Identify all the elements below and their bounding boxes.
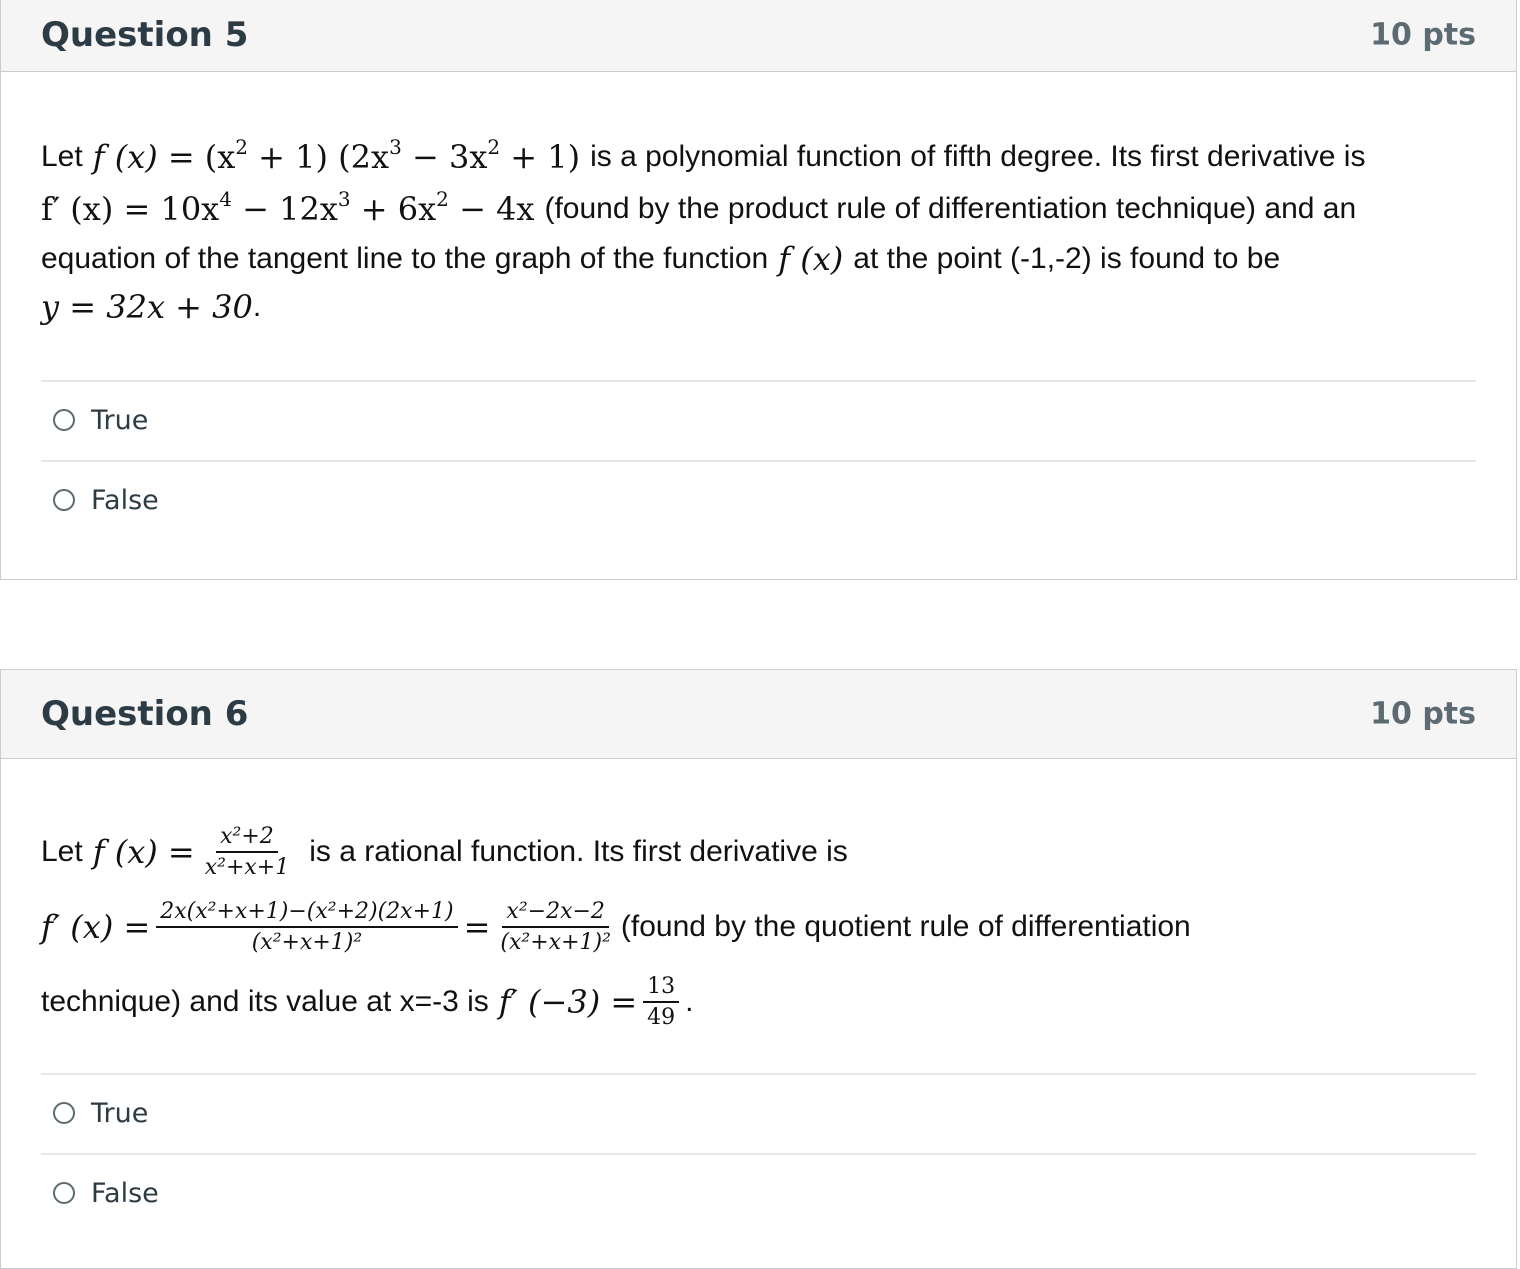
text-segment: is a rational function. Its first derivative is xyxy=(309,835,848,868)
math-f-of-x: f (x) = xyxy=(92,833,195,871)
question-line xyxy=(41,282,261,332)
radio-button[interactable] xyxy=(53,1102,75,1124)
answer-label: False xyxy=(91,484,159,516)
text-segment: at the point (-1,-2) is found to be xyxy=(853,242,1281,275)
math-f-prime: f′ (x) = xyxy=(41,908,151,946)
text-segment: is a polynomial function of fifth degree. Its first derivative is xyxy=(590,140,1366,173)
answer-option-true[interactable] xyxy=(53,400,148,440)
radio-button[interactable] xyxy=(53,489,75,511)
answer-label: False xyxy=(91,1177,159,1209)
question-line xyxy=(41,820,848,884)
radio-button[interactable] xyxy=(53,409,75,431)
answer-label: True xyxy=(91,1097,149,1129)
math-fraction-value: $\frac{13}{49}$ xyxy=(643,974,679,1031)
math-factor-1: $(x^2 + 1) (2x^3 - 3x^2 + 1)$ xyxy=(204,135,581,176)
math-equals: = xyxy=(463,908,491,946)
question-title: Question 5 xyxy=(41,15,249,55)
math-fraction-f: $\frac{\text{x²+2}}{\text{x²+x+1}}$ xyxy=(204,823,290,880)
question-points: 10 pts xyxy=(1370,17,1476,53)
math-f-prime-value: f′ (−3) = xyxy=(498,983,638,1021)
divider xyxy=(41,1153,1476,1155)
question-line xyxy=(41,184,1356,234)
question-line xyxy=(41,890,1191,964)
radio-button[interactable] xyxy=(53,1182,75,1204)
question-line xyxy=(41,234,1280,284)
text-let: Let xyxy=(41,835,83,868)
text-segment: technique) and its value at x=-3 is xyxy=(41,985,489,1018)
text-segment: (found by the quotient rule of differentiation xyxy=(620,910,1191,943)
question-5 xyxy=(0,0,1517,580)
answer-option-false[interactable] xyxy=(53,480,159,520)
question-header xyxy=(1,670,1516,759)
question-points: 10 pts xyxy=(1370,696,1476,732)
divider xyxy=(41,380,1476,382)
text-segment: (found by the product rule of differentiation technique) and an xyxy=(544,192,1357,225)
text-period: . xyxy=(685,985,694,1018)
answer-option-true[interactable] xyxy=(53,1093,148,1133)
question-header xyxy=(1,0,1516,72)
math-fraction-simplified: $\frac{\text{x²−2x−2}}{\text{(x²+x+1)²}}$ xyxy=(500,898,611,955)
divider xyxy=(41,1073,1476,1075)
question-6 xyxy=(0,669,1517,1269)
question-title: Question 6 xyxy=(41,694,249,734)
math-tangent-line: y = 32x + 30 xyxy=(41,288,253,326)
divider xyxy=(41,460,1476,462)
question-line xyxy=(41,132,1365,182)
text-let: Let xyxy=(41,140,83,173)
answer-option-false[interactable] xyxy=(53,1173,159,1213)
text-period: . xyxy=(252,290,262,323)
math-derivative: f′ $(x) = 10x^4 - 12x^3 + 6x^2 - 4x$ xyxy=(41,187,535,228)
text-segment: equation of the tangent line to the graph of the function xyxy=(41,242,769,275)
math-f-of-x: f (x) = xyxy=(92,138,195,176)
answer-label: True xyxy=(91,404,149,436)
math-fraction-derivative: $\frac{\text{2x(x²+x+1)−(x²+2)(2x+1)}}{\text{(x²+x+1)²}}$ xyxy=(156,899,457,956)
math-f-of-x: f (x) xyxy=(778,240,844,278)
question-line xyxy=(41,970,694,1034)
